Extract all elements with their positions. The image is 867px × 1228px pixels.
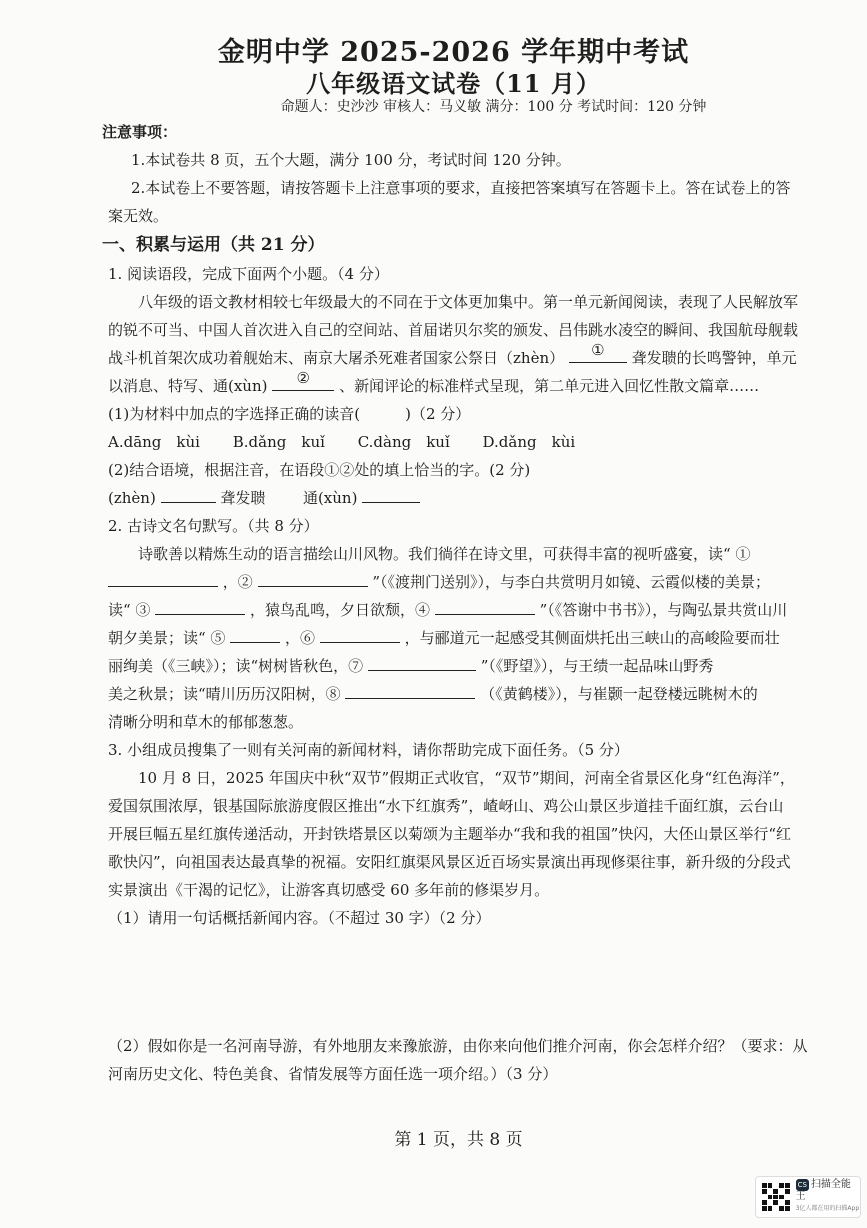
q3-news-line: 歌快闪”，向祖国表达最真挚的祝福。安阳红旗渠风景区近百场实景演出再现修渠往事，新升级的分段式 xyxy=(108,853,791,871)
q2-text: ”（《渡荆门送别》），与李白共赏明月如镜、云霞似楼的美景； xyxy=(372,573,771,591)
option-b[interactable]: B.dǎng kuǐ xyxy=(232,433,325,451)
q1-passage-line xyxy=(108,341,826,372)
q2-text: ”（《答谢中书书》），与陶弘景共赏山川 xyxy=(539,601,788,619)
notice-item-2b: 案无效。 xyxy=(108,207,169,225)
blank-2-marker: ② xyxy=(296,369,311,387)
poem-blank-6[interactable] xyxy=(320,626,400,643)
q2-text: ，猿鸟乱鸣，夕日欲颓，④ xyxy=(250,601,431,619)
q3-stem: 3. 小组成员搜集了一则有关河南的新闻材料，请你帮助完成下面任务。（5 分） xyxy=(108,741,629,759)
q2-line xyxy=(108,680,826,708)
option-a[interactable]: A.dāng kùi xyxy=(108,433,200,451)
exam-content xyxy=(102,118,826,1088)
poem-blank-7[interactable] xyxy=(368,654,476,671)
answer-space-1[interactable] xyxy=(108,932,826,1032)
q1-stem: 1. 阅读语段，完成下面两个小题。（4 分） xyxy=(108,265,389,283)
poem-blank-4[interactable] xyxy=(435,598,535,615)
q1-passage-line: 的锐不可当、中国人首次进入自己的空间站、首届诺贝尔奖的颁发、吕伟跳水凌空的瞬间、我国航母舰载 xyxy=(108,321,799,339)
poem-blank-3[interactable] xyxy=(155,598,245,615)
notice-item-1: 1.本试卷共 8 页，五个大题，满分 100 分，考试时间 120 分钟。 xyxy=(131,151,571,169)
q3-news-line: 开展巨幅五星红旗传递活动，开封铁塔景区以菊颂为主题举办“我和我的祖国”快闪，大伾山景区举行“红 xyxy=(108,825,792,843)
q3-sub-2a: （2）假如你是一名河南导游，有外地朋友来豫旅游，由你来向他们推介河南，你会怎样介绍？（要求：从 xyxy=(108,1037,808,1055)
qr-code-icon xyxy=(762,1183,790,1211)
poem-blank-5[interactable] xyxy=(230,626,280,643)
poem-blank-8[interactable] xyxy=(345,682,475,699)
q2-text: ”（《野望》），与王绩一起品味山野秀 xyxy=(480,657,714,675)
fill-word: 聋发聩 xyxy=(220,489,266,507)
q1-passage-text: 聋发聩的长鸣警钟，单元 xyxy=(631,349,797,367)
fill-blank-zhen[interactable] xyxy=(161,486,216,503)
blank-2[interactable] xyxy=(272,369,334,391)
q1-passage-text: 、新闻评论的标准样式呈现，第二单元进入回忆性散文篇章…… xyxy=(339,377,760,395)
q2-line xyxy=(108,652,826,680)
q2-text: 丽绚美（《三峡》）；读“树树皆秋色，⑦ xyxy=(108,657,364,675)
option-d[interactable]: D.dǎng kùi xyxy=(482,433,576,451)
q3-news-line: 爱国氛围浓厚，银基国际旅游度假区推出“水下红旗秀”，嵖岈山、鸡公山景区步道挂千面红旗，云台山 xyxy=(108,797,784,815)
q2-line xyxy=(108,568,826,596)
option-c[interactable]: C.dàng kuǐ xyxy=(357,433,450,451)
q2-line xyxy=(108,596,826,624)
q2-stem: 2. 古诗文名句默写。（共 8 分） xyxy=(108,517,319,535)
q2-text: 美之秋景；读“晴川历历汉阳树，⑧ xyxy=(108,685,341,703)
poem-blank-2[interactable] xyxy=(258,570,368,587)
q1-passage-line: 八年级的语文教材相较七年级最大的不同在于文体更加集中。第一单元新闻阅读，表现了人民解放军 xyxy=(138,293,799,311)
q1-passage-line xyxy=(108,369,826,400)
exam-subtitle: 八年级语文试卷（11 月） xyxy=(306,69,601,98)
q1-sub-2: (2)结合语境，根据注音，在语段①②处的填上恰当的字。(2 分) xyxy=(108,461,531,479)
q1-sub-1: (1)为材料中加点的字选择正确的读音( )（2 分） xyxy=(108,405,471,423)
exam-meta: 命题人：史沙沙 审核人：马义敏 满分：100 分 考试时间：120 分钟 xyxy=(280,99,707,115)
fill-pinyin-zhen: (zhèn) xyxy=(108,489,156,507)
fill-pinyin-xun: 通(xùn) xyxy=(302,489,358,507)
notice-item-2a: 2.本试卷上不要答题，请按答题卡上注意事项的要求，直接把答案填写在答题卡上。答在试卷上的答 xyxy=(131,179,791,197)
q2-text: ，⑥ xyxy=(285,629,316,647)
app-badge-icon: CS xyxy=(797,1181,807,1189)
q3-sub-1: （1）请用一句话概括新闻内容。（不超过 30 字）（2 分） xyxy=(108,909,491,927)
q3-sub-2b: 河南历史文化、特色美食、省情发展等方面任选一项介绍。）（3 分） xyxy=(108,1065,558,1083)
q3-news-line: 实景演出《干渴的记忆》，让游客真切感受 60 多年前的修渠岁月。 xyxy=(108,881,550,899)
fill-blank-xun[interactable] xyxy=(362,486,420,503)
scanner-watermark xyxy=(755,1176,861,1218)
exam-title: 金明中学 2025-2026 学年期中考试 xyxy=(217,37,690,68)
watermark-text xyxy=(796,1179,860,1215)
q2-line xyxy=(108,624,826,652)
q2-line: 诗歌善以精炼生动的语言描绘山川风物。我们徜徉在诗文里，可获得丰富的视听盛宴，读“ ① xyxy=(138,545,751,563)
q2-text: ，② xyxy=(222,573,253,591)
q2-text: （《黄鹤楼》），与崔颢一起登楼远眺树木的 xyxy=(480,685,758,703)
section-heading-1: 一、积累与运用（共 21 分） xyxy=(102,235,325,255)
q2-text: 读“ ③ xyxy=(108,601,151,619)
q1-passage-text: 以消息、特写、通(xùn) xyxy=(108,377,268,395)
q3-news-line: 10 月 8 日，2025 年国庆中秋“双节”假期正式收官，“双节”期间，河南全省景区化身“红色海洋”， xyxy=(138,769,795,787)
app-name: 扫描全能王 xyxy=(795,1179,851,1202)
page-number: 第 1 页，共 8 页 xyxy=(394,1130,523,1150)
app-tagline: 3亿人都在用的扫描App xyxy=(795,1205,860,1212)
q1-fill-line xyxy=(108,484,826,512)
notice-heading: 注意事项： xyxy=(102,123,178,141)
q2-line: 清晰分明和草木的郁郁葱葱。 xyxy=(108,713,304,731)
q1-passage-text: 战斗机首架次成功着舰始末、南京大屠杀死难者国家公祭日（zhèn） xyxy=(108,349,565,367)
q2-text: 朝夕美景；读“ ⑤ xyxy=(108,629,226,647)
blank-1-marker: ① xyxy=(591,341,605,359)
poem-blank-1[interactable] xyxy=(108,570,218,587)
q1-options xyxy=(108,428,826,456)
q2-text: ，与郦道元一起感受其侧面烘托出三峡山的高峻险要而壮 xyxy=(404,629,780,647)
blank-1[interactable] xyxy=(569,341,627,363)
